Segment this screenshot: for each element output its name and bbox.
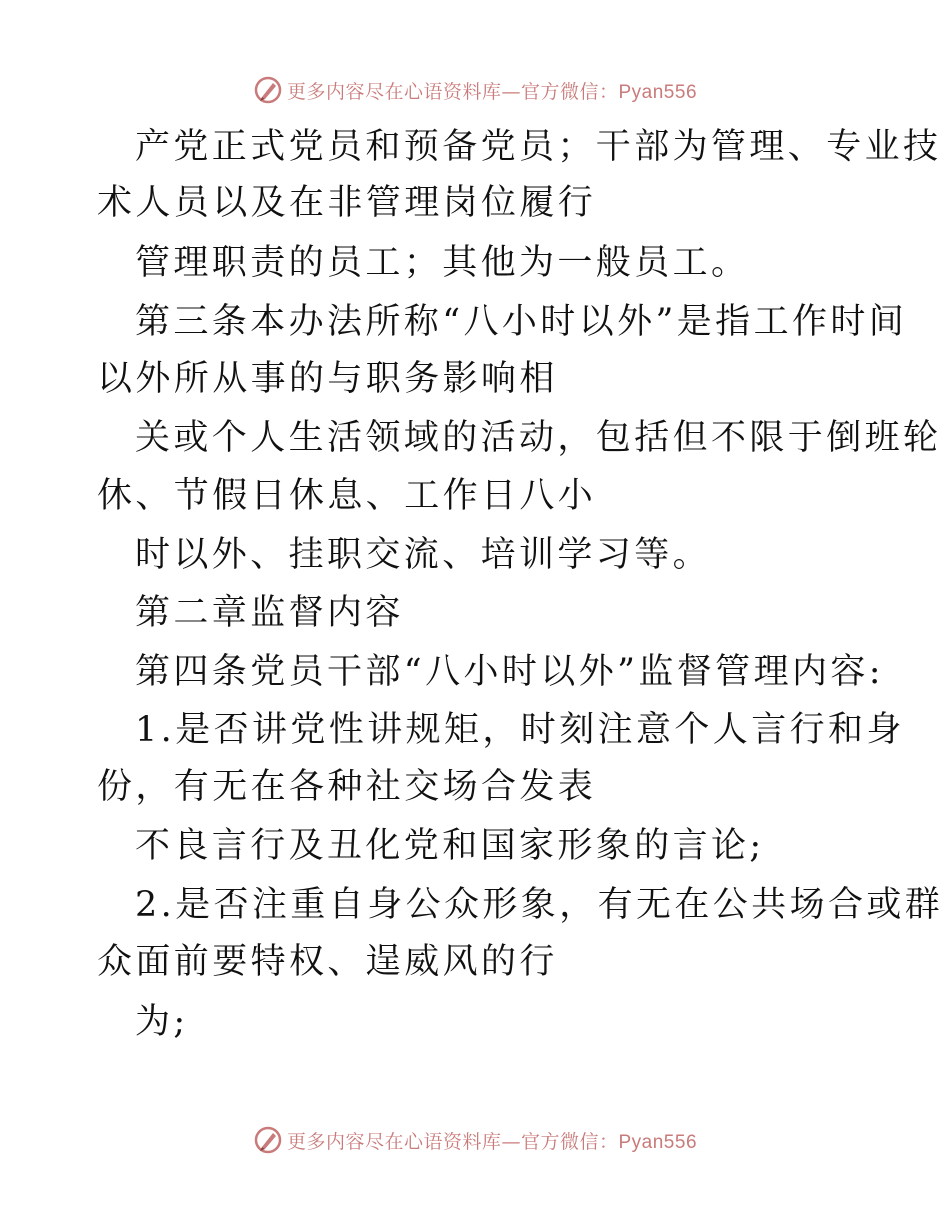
body-line: 2.是否注重自身公众形象，有无在公共场合或群 xyxy=(135,885,944,925)
watermark-text: 更多内容尽在心语资料库—官方微信：Pyan556 xyxy=(286,80,698,103)
body-line: 关或个人生活领域的活动，包括但不限于倒班轮 xyxy=(135,418,942,458)
body-line: 时以外、挂职交流、培训学习等。 xyxy=(135,535,712,575)
body-line: 份，有无在各种社交场合发表 xyxy=(97,767,597,807)
body-line: 术人员以及在非管理岗位履行 xyxy=(97,183,597,223)
watermark-text: 更多内容尽在心语资料库—官方微信：Pyan556 xyxy=(286,1130,698,1153)
body-line: 1.是否讲党性讲规矩，时刻注意个人言行和身 xyxy=(135,710,905,750)
pen-logo-icon xyxy=(253,1125,283,1155)
body-line: 不良言行及丑化党和国家形象的言论; xyxy=(135,826,765,866)
body-line: 第四条党员干部“八小时以外”监督管理内容: xyxy=(135,652,884,692)
body-line: 以外所从事的与职务影响相 xyxy=(97,359,558,399)
body-line: 第三条本办法所称“八小时以外”是指工作时间 xyxy=(135,302,908,342)
body-line: 休、节假日休息、工作日八小 xyxy=(97,476,597,516)
section-heading: 第二章监督内容 xyxy=(135,593,404,633)
body-line: 产党正式党员和预备党员；干部为管理、专业技 xyxy=(135,127,942,167)
body-line: 管理职责的员工；其他为一般员工。 xyxy=(135,243,750,283)
footer-watermark xyxy=(0,1122,950,1158)
body-line: 为; xyxy=(135,1002,189,1042)
body-line: 众面前要特权、逞威风的行 xyxy=(97,942,558,982)
